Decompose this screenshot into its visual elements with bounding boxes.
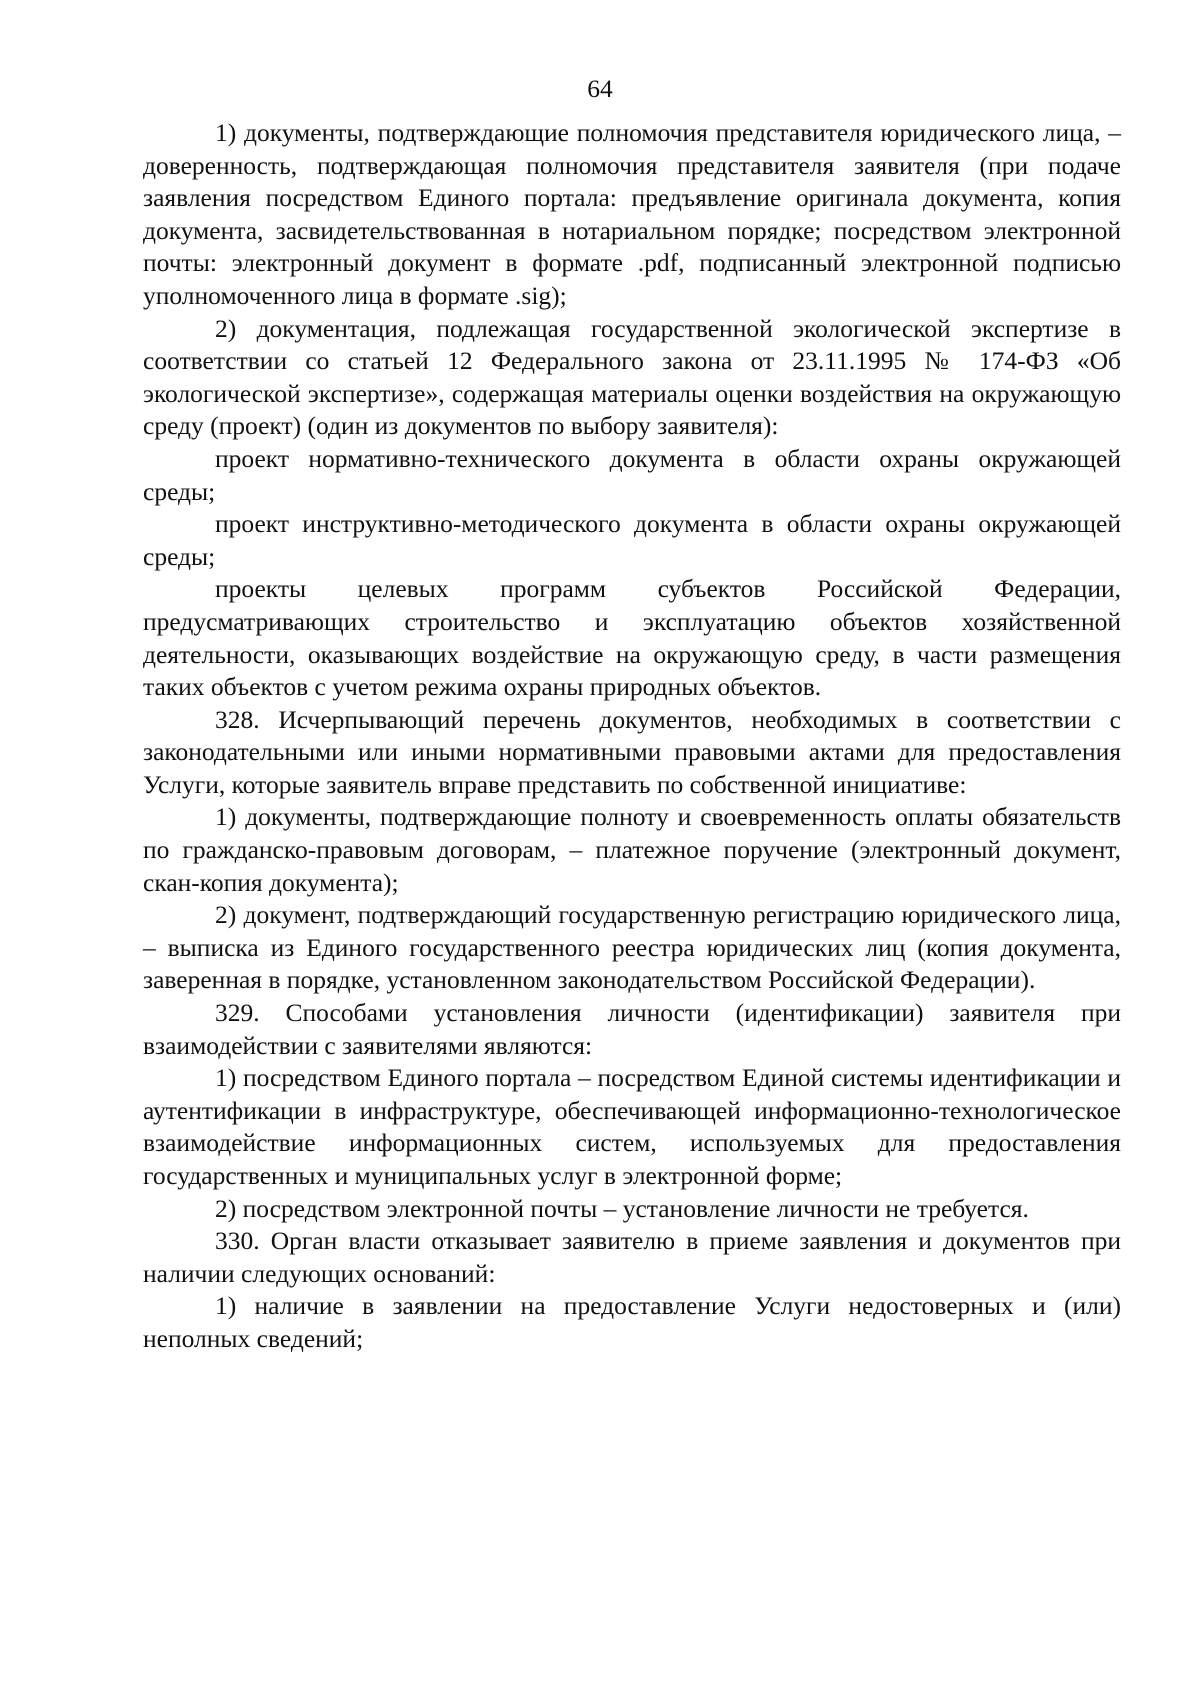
- paragraph-328: 328. Исчерпывающий перечень документов, необходимых в соответствии с законодательными или иными нормативными правовыми актами для предоставления Услуги, которые заявитель вправе представить по собственной инициативе:: [143, 704, 1121, 799]
- paragraph-normative-technical-project: проект нормативно-технического документа в области охраны окружающей среды;: [143, 443, 1121, 506]
- paragraph-328-item-2: 2) документ, подтверждающий государственную регистрацию юридического лица, – выписка из Единого государственного реестра юридических лиц (копия документа, заверенная в порядке, установленном законодательством Российской Федерации).: [143, 900, 1121, 995]
- paragraph-item-2-expertise-documentation: 2) документация, подлежащая государственной экологической экспертизе в соответствии со статьей 12 Федерального закона от 23.11.1995 № 174-ФЗ «Об экологической экспертизе», содержащая материалы оценки воздействия на окружающую среду (проект) (один из документов по выбору заявителя):: [143, 313, 1121, 441]
- paragraph-instructive-methodical-project: проект инструктивно-методического документа в области охраны окружающей среды;: [143, 509, 1121, 571]
- paragraph-329-item-1: 1) посредством Единого портала – посредством Единой системы идентификации и аутентификации в инфраструктуре, обеспечивающей информационно-технологическое взаимодействие информационных систем, используемых для предоставления государственных и муниципальных услуг в электронной форме;: [143, 1063, 1121, 1190]
- page-number: 64: [587, 74, 613, 103]
- paragraph-target-programs: проекты целевых программ субъектов Российской Федерации, предусматривающих строительство и эксплуатацию объектов хозяйственной деятельности, оказывающих воздействие на окружающую среду, в части размещения таких объектов с учетом режима охраны природных объектов.: [143, 574, 1121, 702]
- paragraph-330: 330. Орган власти отказывает заявителю в приеме заявления и документов при наличии следующих оснований:: [143, 1226, 1121, 1288]
- paragraph-329: 329. Способами установления личности (идентификации) заявителя при взаимодействии с заявителями являются:: [143, 998, 1121, 1060]
- paragraph-328-item-1: 1) документы, подтверждающие полноту и своевременность оплаты обязательств по гражданско-правовым договорам, – платежное поручение (электронный документ, скан-копия документа);: [143, 802, 1121, 897]
- paragraph-329-item-2: 2) посредством электронной почты – установление личности не требуется.: [215, 1193, 1029, 1223]
- paragraph-item-1-representative-documents: 1) документы, подтверждающие полномочия представителя юридического лица, – доверенность, подтверждающая полномочия представителя заявителя (при подаче заявления посредством Единого портала: предъявление оригинала документа, копия документа, засвидетельствованная в нотариальном порядке; посредством электронной почты: электронный документ в формате .pdf, подписанный электронной подписью уполномоченного лица в формате .sig);: [143, 118, 1121, 310]
- paragraph-330-item-1: 1) наличие в заявлении на предоставление Услуги недостоверных и (или) неполных сведений;: [143, 1291, 1121, 1353]
- document-body: [143, 117, 1121, 1356]
